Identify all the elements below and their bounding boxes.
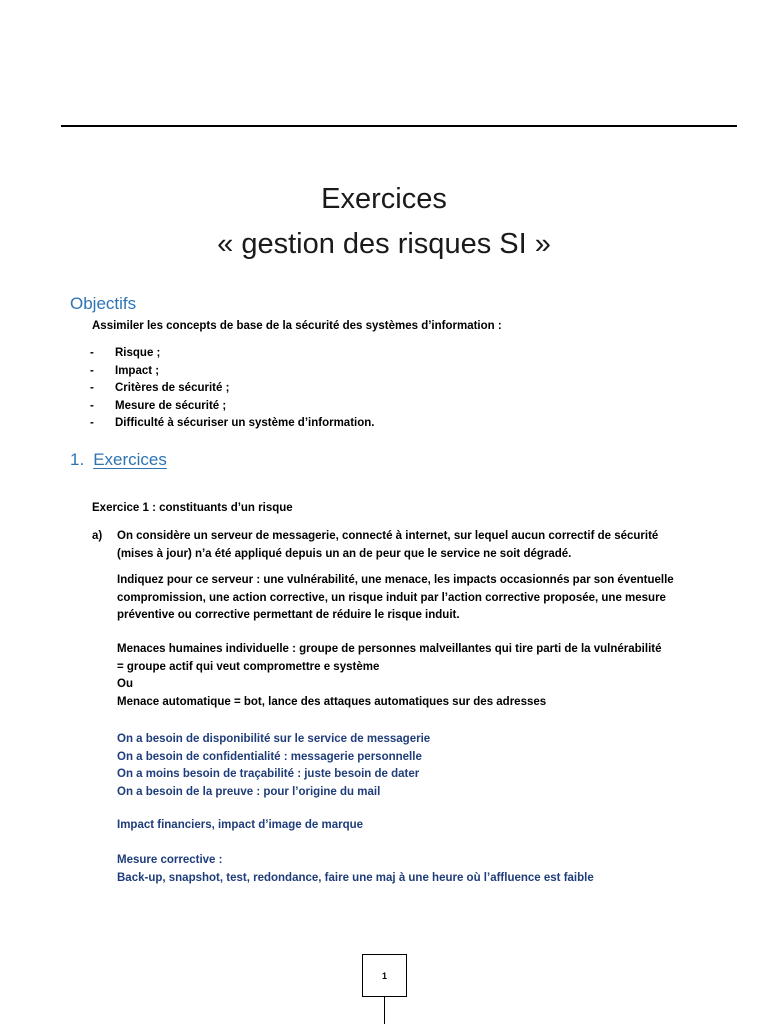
list-item: - Risque ; [90,345,374,363]
bullet-dash: - [90,364,94,377]
exercise-1-threats: Menaces humaines individuelle : groupe de personnes malveillantes qui tire parti de la vulnérabilité = groupe actif qui veut compromettre e système Ou Menace automatique = bot, lance des attaques automatiques sur des adresses [117,643,662,708]
answer-measure: Mesure corrective : Back-up, snapshot, test, redondance, faire une maj à une heure où l’affluence est faible [117,854,594,884]
exercise-1-statement: On considère un serveur de messagerie, connecté à internet, sur lequel aucun correctif de sécurité (mises à jour) n’a été appliqué depuis un an de peur que le service ne soit dégradé. [117,530,659,560]
bullet-dash: - [90,417,94,429]
bullet-dash: - [90,382,94,394]
list-item: - Impact ; [90,363,374,381]
list-item: - Mesure de sécurité ; [90,398,374,416]
list-item: - Difficulté à sécuriser un système d’information. [90,415,374,433]
section-heading-exercices [70,449,167,471]
objectifs-list [90,345,374,433]
page-title-line1: Exercices [321,183,447,215]
list-item: - Critères de sécurité ; [90,380,374,398]
bullet-dash: - [90,399,94,412]
item-a-label: a) [92,530,103,542]
bullet-dash: - [90,347,94,359]
objectifs-intro: Assimiler les concepts de base de la sécurité des systèmes d’information : [92,320,502,332]
page-title-line2: « gestion des risques SI » [217,228,551,260]
exercise-1-instructions: Indiquez pour ce serveur : une vulnérabilité, une menace, les impacts occasionnés par son éventuelle compromission, une action corrective, un risque induit par l’action corrective proposée, une mesure préventive ou corrective permettant de réduire le risque induit. [117,574,674,621]
header-rule [61,125,737,127]
objectifs-heading: Objectifs [70,294,137,313]
page-number-stem [384,997,385,1024]
section-number: 1. [70,450,85,469]
section-title: Exercices [93,450,167,469]
exercise-1-title: Exercice 1 : constituants d’un risque [92,502,293,514]
answer-criteria: On a besoin de disponibilité sur le service de messagerie On a besoin de confidentialité : messagerie personnelle On a moins besoin de traçabilité : juste besoin de dater On a besoin de la preuve : pour l’origine du mail [117,733,431,798]
page-number: 1 [381,971,387,981]
answer-impact: Impact financiers, impact d’image de marque [117,819,364,831]
page-number-box [362,954,407,997]
